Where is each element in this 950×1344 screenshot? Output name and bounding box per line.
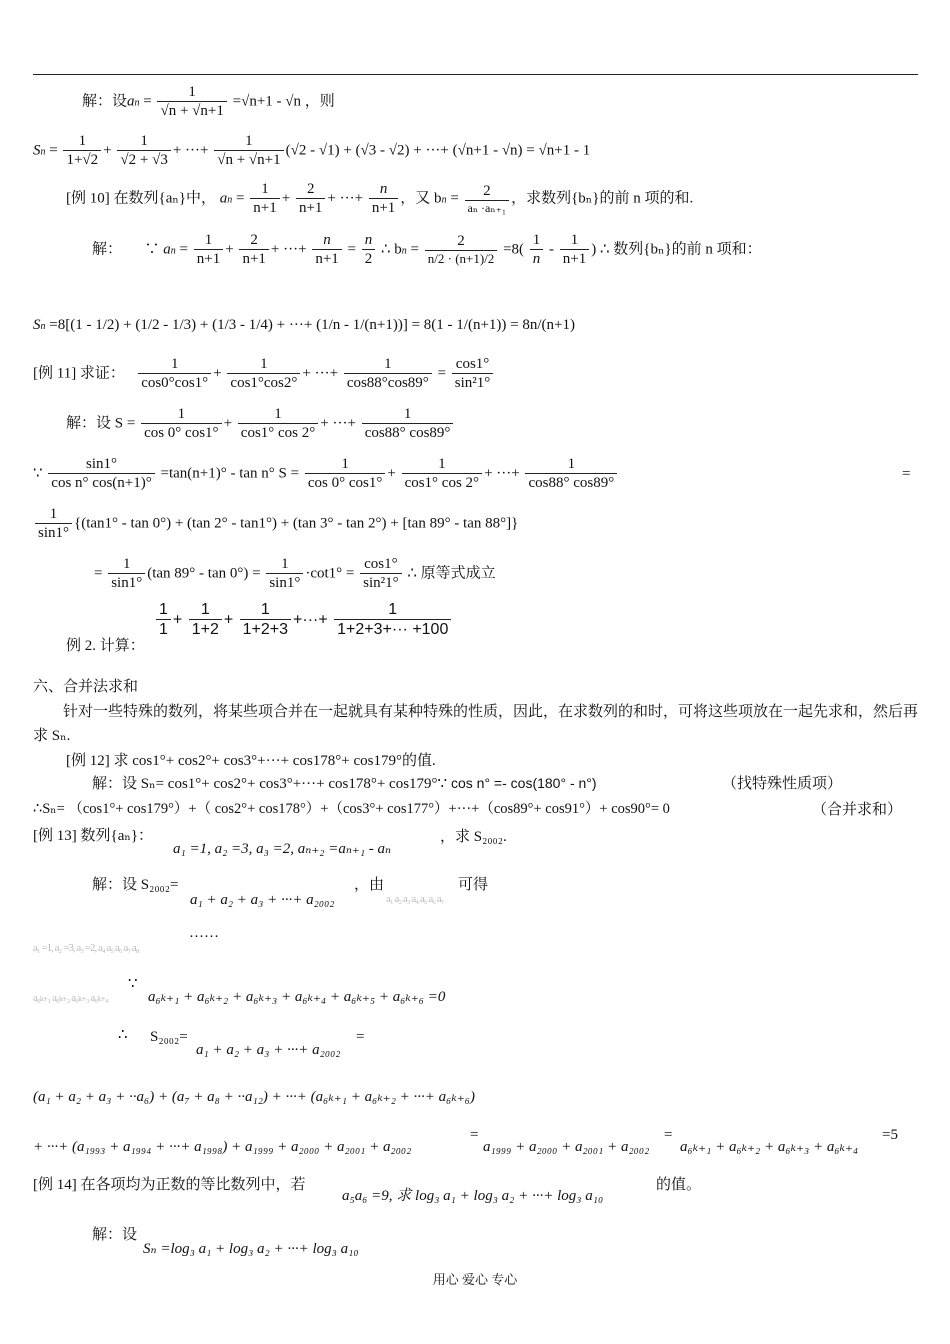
grouped-sum: (a₁ + a₂ + a₃ + ··a₆) + (a₇ + a₈ + ··a₁₂) + ···+ (a₆ₖ₊₁ + a₆ₖ₊₂ + ···+ a₆ₖ₊₆) (33, 1089, 475, 1105)
denominator: n+1 (369, 198, 398, 217)
fraction (240, 601, 291, 640)
denominator: n+1 (239, 249, 268, 268)
text: (√2 - √1) + (√3 - √2) + ···+ (√n+1 - √n) = √n+1 - 1 (285, 142, 591, 159)
text: S₂₀₀₂= (150, 1029, 188, 1045)
annotation: （找特殊性质项） (722, 776, 843, 792)
denominator: 1+√2 (63, 150, 101, 169)
text: ，求 S₂₀₀₂. (440, 829, 507, 845)
denominator: √n + √n+1 (214, 150, 283, 169)
denominator: cos88°cos89° (344, 373, 432, 392)
fraction (108, 556, 145, 592)
text: {(tan1° - tan 0°) + (tan 2° - tan1°) + (tan 3° - tan 2°) + [tan 89° - tan 88°]} (74, 515, 519, 532)
text: ，求数列{bₙ}的前 n 项的和. (511, 190, 694, 207)
numerator: cos1° (364, 556, 398, 572)
text: + ···+ (320, 415, 356, 432)
denominator: sin1° (266, 573, 303, 592)
sum-line-10: Sn =8[(1 - 1/2) + (1/2 - 1/3) + (1/3 - 1/4) + ···+ (1/n - 1/(n+1))] = 8(1 - 1/(n+1)) = 8n/(n+1) (33, 317, 575, 333)
text: ∴ b (377, 241, 402, 258)
denominator: sin²1° (452, 373, 494, 392)
example-2-fractions: $\frac{1}{1}$ + $\frac{1}{1+2}$ + $\frac{1}{1+2+3}$ +···+ $\frac{1}{1+2+3+\cdot\cdot\cdot +100}$ (154, 601, 453, 640)
text: 解： (92, 241, 123, 258)
fraction (334, 601, 451, 640)
text: = (470, 1127, 479, 1143)
fraction (117, 133, 170, 169)
numerator: 1 (177, 406, 186, 422)
text: + ···+ (270, 241, 307, 258)
result-line-11 (94, 556, 496, 592)
text: =5 (882, 1127, 898, 1143)
denominator: n+1 (312, 249, 341, 268)
telescoping-line (33, 506, 518, 542)
denominator: n/2 · (n+1)/2 (425, 250, 498, 267)
because-symbol: ∵ (144, 241, 160, 258)
text: 1/2) + (1/2 - 1/3) + (1/3 - 1/4) + ···+ (1/n - 1/(n+1))] = 8(1 - 1/(n+1)) = 8n/(n+1) (95, 317, 575, 333)
numerator: sin1° (86, 456, 118, 472)
numerator: 1 (188, 84, 196, 100)
header-rule (33, 74, 918, 75)
numerator: 1 (204, 232, 213, 248)
text: =8( (499, 241, 525, 258)
symbol: a (219, 190, 228, 207)
text: [例 13] 数列{aₙ}： (33, 828, 154, 844)
fraction (250, 181, 279, 217)
text: +···+ (293, 611, 328, 629)
text: = (45, 142, 58, 159)
example-13-condition: a₁ =1, a₂ =3, a₃ =2, aₙ₊₂ =aₙ₊₁ - aₙ (173, 841, 392, 857)
numerator: 1 (274, 406, 282, 422)
symbol: S (33, 142, 41, 159)
fraction (360, 556, 402, 592)
fraction (35, 506, 72, 542)
denominator: n+1 (194, 249, 223, 268)
numerator: 1 (261, 181, 269, 197)
text: = (664, 1127, 673, 1143)
numerator: n (364, 232, 373, 248)
numerator: 1 (281, 556, 289, 572)
denominator: n+1 (560, 249, 589, 268)
fraction (156, 601, 171, 640)
text: [例 14] 在各项均为正数的等比数列中，若 (33, 1177, 306, 1193)
text: 解：设 S = (66, 415, 136, 432)
denominator: cos0°cos1° (138, 373, 211, 392)
denominator: cos 0° cos1° (305, 473, 386, 492)
symbol: S (33, 317, 41, 333)
numerator: n (379, 181, 388, 197)
text: ，又 b (400, 190, 442, 207)
text: - (545, 241, 558, 258)
numerator: 1 (122, 556, 131, 572)
numerator: 1 (388, 601, 398, 618)
fraction (465, 183, 510, 216)
text: = (446, 190, 459, 207)
text: =tan(n+1)° - tan n° S = (160, 465, 300, 482)
page-footer: 用心 爱心 专心 (432, 1272, 518, 1287)
fraction (157, 84, 226, 120)
numerator: 2 (457, 233, 465, 250)
text: + ···+ (484, 465, 520, 482)
numerator: 2 (483, 182, 491, 199)
numerator: n (323, 232, 331, 248)
because-symbol: ∵ (33, 465, 43, 482)
text: [例 11] 求证： (33, 365, 125, 382)
text: = (139, 93, 152, 110)
fraction (369, 181, 398, 217)
denominator: sin²1° (360, 573, 402, 592)
fraction (525, 456, 617, 492)
numerator: 1 (384, 356, 392, 372)
fraction (239, 232, 268, 268)
example-12: [例 12] 求 cos1°+ cos2°+ cos3°+···+ cos178°+ cos179°的值. (66, 753, 436, 769)
text: + ···+ (172, 142, 209, 159)
solution-14-equation: Sₙ =log₃ a₁ + log₃ a₂ + ···+ log₃ a₁₀ (143, 1241, 359, 1257)
denominator: cos n° cos(n+1)° (48, 473, 154, 492)
example-14 (33, 1176, 306, 1194)
faint-formula: a₁ a₂ a₃ a₄ a₅ a₆ a₇ (386, 893, 444, 905)
denominator: 1+2 (189, 619, 222, 639)
solution-12 (92, 775, 597, 793)
therefore-symbol: ∴ (118, 1027, 128, 1043)
text: = (343, 241, 356, 258)
solution-14: 解：设 (92, 1227, 138, 1243)
numerator: 1 (140, 133, 148, 149)
fraction (312, 232, 341, 268)
denominator: cos1°cos2° (227, 373, 300, 392)
numerator: 1 (570, 232, 579, 248)
faint-formula: a₁ =1, a₂ =3, a₃ =2, a₄ a₅ a₆ a₇ a₈ (33, 942, 139, 954)
faint-formula: a₆ₖ₊₁ a₆ₖ₊₂ a₆ₖ₊₃ a₆ₖ₊₄ (33, 992, 108, 1004)
annotation: （合并求和） (812, 802, 903, 818)
because-symbol: ∵ (128, 976, 138, 992)
numerator: cos1° (455, 356, 490, 372)
fraction (452, 356, 494, 392)
denominator: cos1° cos 2° (238, 423, 319, 442)
denominator: cos1° cos 2° (402, 473, 483, 492)
text: = (94, 565, 103, 582)
text: + ···+ (327, 190, 364, 207)
text: 的值。 (656, 1177, 702, 1193)
denominator: 1 (156, 619, 171, 639)
numerator: 2 (306, 181, 315, 197)
sum-expression: a₁ + a₂ + a₃ + ···+ a₂₀₀₂ (190, 892, 335, 908)
section-title: 六、合并法求和 (33, 679, 139, 695)
sum-expression: a₆ₖ₊₁ + a₆ₖ₊₂ + a₆ₖ₊₃ + a₆ₖ₊₄ (680, 1139, 859, 1155)
text: cos n° =- cos(180° - n°) (447, 775, 597, 791)
text: =√n+1 - √n ，则 (228, 93, 335, 110)
sum-expression: a₁₉₉₉ + a₂₀₀₀ + a₂₀₀₁ + a₂₀₀₂ (483, 1139, 650, 1155)
numerator: 1 (200, 601, 210, 618)
fraction (362, 232, 376, 268)
example-11: [例 11] 求证： $\frac{1}{\cos 0^\circ\cos 1^\circ}$ + $\frac{1}{\cos 1^\circ\cos 2^\circ}$ + ···+ $\frac{1}{\cos 88^\circ\cos 89^\circ}$ = $\frac{\cos 1^\circ}{\text{sin²1°}}$ (33, 356, 495, 392)
solution-10: 解： ∵ an = $\frac{1}{n+1}$ + $\frac{2}{n+1}$ + ···+ $\frac{n}{n+1}$ = $\frac{n}{2}$ ∴ bn = $\frac{2}{n/2 \cdot (n+1)/2}$ =8( $\frac{1}{n}$ - $\frac{1}{n+1}$ ) ∴ 数列{bₙ}的前 n 项和： (92, 232, 762, 268)
fraction (194, 232, 223, 268)
text: 解：设 (82, 93, 128, 110)
text: = (175, 241, 188, 258)
section-paragraph: 针对一些特殊的数列，将某些项合并在一起就具有某种特殊的性质，因此，在求数列的和时，可将这些项放在一起先求和，然后再求 Sₙ. (33, 704, 919, 744)
fraction (214, 133, 283, 169)
numerator: 2 (250, 232, 258, 248)
numerator: 1 (78, 133, 87, 149)
ellipsis: …… (189, 925, 219, 941)
denominator: 1+2+3 (240, 619, 291, 639)
identity-line: ∵ $\frac{\sin 1^\circ}{\text{cos n° cos(n+1)°}}$ =tan(n+1)° - tan n° S = $\frac{1}{\cos 0^\circ \cos 1^\circ}$ + $\frac{1}{\cos 1^\circ \cos 2^\circ}$ + ···+ $\frac{1}{\cos 88^\circ \cos 89^\circ}$ (33, 456, 619, 492)
fraction (530, 232, 544, 268)
denominator: sin1° (108, 573, 145, 592)
text: + ···+ (302, 365, 339, 382)
sum-expression: a₁ + a₂ + a₃ + ···+ a₂₀₀₂ (196, 1042, 341, 1058)
fraction (189, 601, 222, 640)
numerator: 1 (260, 601, 270, 618)
period-identity: a₆ₖ₊₁ + a₆ₖ₊₂ + a₆ₖ₊₃ + a₆ₖ₊₄ + a₆ₖ₊₅ + a₆ₖ₊₆ =0 (148, 989, 446, 1005)
fraction (296, 181, 325, 217)
fraction (362, 406, 454, 442)
denominator: cos88° cos89° (362, 423, 454, 442)
symbol: a (127, 93, 135, 110)
example-10: [例 10] 在数列{aₙ}中， an = $\frac{1}{n+1}$ + $\frac{2}{n+1}$ + ···+ $\frac{n}{n+1}$ ，又 bn = $\frac{2}{\text{aₙ ·aₙ₊₁}}$ ，求数列{bₙ}的前 n 项的和. (66, 181, 694, 217)
text: ) ∴ 数列{bₙ}的前 n 项和： (591, 241, 762, 258)
numerator: 1 (532, 232, 541, 248)
fraction (48, 456, 154, 492)
numerator: 1 (438, 456, 446, 472)
denominator: n+1 (296, 198, 325, 217)
fraction (425, 233, 498, 267)
text: (tan 89° - tan 0°) = (147, 565, 261, 582)
numerator: 1 (567, 456, 576, 472)
text: ∴ 原等式成立 (403, 565, 496, 582)
equals-sign: = (902, 466, 911, 482)
fraction (138, 356, 211, 392)
text: 解：设 S₂₀₀₂= (92, 877, 179, 893)
text: [例 10] 在数列{aₙ}中， (66, 190, 217, 207)
solution-11: 解：设 S = $\frac{1}{\cos 0^\circ \cos 1^\circ}$ + $\frac{1}{\cos 1^\circ \cos 2^\circ}$ + ···+ $\frac{1}{\cos 88^\circ \cos 89^\circ}$ (66, 406, 455, 442)
denominator: cos 0° cos1° (141, 423, 222, 442)
numerator: 1 (159, 601, 168, 618)
fraction (63, 133, 101, 169)
denominator: 2 (362, 249, 376, 268)
denominator: cos88° cos89° (525, 473, 617, 492)
text: ，由 (354, 877, 385, 893)
solution-12-sum: ∴Sₙ= （cos1°+ cos179°）+（ cos2°+ cos178°）+（cos3°+ cos177°）+···+（cos89°+ cos91°）+ cos90°= 0 (33, 801, 670, 817)
text: ·cot1° = (305, 565, 355, 582)
grouped-sum-tail: + ···+ (a₁₉₉₃ + a₁₉₉₄ + ···+ a₁₉₉₈) + a₁₉₉₉ + a₂₀₀₀ + a₂₀₀₁ + a₂₀₀₂ (33, 1139, 412, 1155)
denominator: aₙ ·aₙ₊₁ (465, 200, 510, 215)
fraction (238, 406, 319, 442)
text: 解：设 Sₙ= cos1°+ cos2°+ cos3°+···+ cos178°+ cos179°∵ (92, 776, 448, 792)
text: =8[(1 - (45, 317, 96, 333)
denominator: n (530, 249, 544, 268)
text: 可得 (458, 877, 489, 893)
denominator: √2 + √3 (117, 150, 170, 169)
fraction (560, 232, 589, 268)
fraction (141, 406, 222, 442)
denominator: 1+2+3+··· +100 (334, 619, 451, 639)
text: = (232, 190, 245, 207)
numerator: 1 (49, 506, 58, 522)
example-14-condition: a₅a₆ =9, 求 log₃ a₁ + log₃ a₂ + ···+ log₃ a₁₀ (342, 1188, 604, 1204)
fraction (305, 456, 386, 492)
fraction (402, 456, 483, 492)
numerator: 1 (403, 406, 412, 422)
fraction (266, 556, 303, 592)
symbol: a (163, 241, 171, 258)
fraction (344, 356, 432, 392)
example-2-label: 例 2. 计算： (66, 638, 145, 654)
denominator: sin1° (35, 523, 72, 542)
numerator: 1 (341, 456, 349, 472)
numerator: 1 (170, 356, 179, 372)
equation-line: Sn = $\frac{1}{1+√2}$ + $\frac{1}{√2 + √3}$ + ···+ $\frac{1}{√n + √n+1}$ (√2 - √1) + (√3 - √2) + ···+ (√n+1 - √n) = √n+1 - 1 (33, 133, 591, 169)
text: = (356, 1029, 365, 1045)
solution-line: 解：设an = $\frac{1}{√n + √n+1}$ =√n+1 - √n ，则 (82, 84, 335, 120)
text: = (433, 365, 447, 382)
denominator: n+1 (250, 198, 279, 217)
fraction (227, 356, 300, 392)
example-13 (33, 827, 153, 845)
numerator: 1 (260, 356, 268, 372)
solution-13 (92, 876, 178, 894)
text: = (406, 241, 420, 258)
numerator: 1 (245, 133, 253, 149)
denominator: √n + √n+1 (157, 101, 226, 120)
